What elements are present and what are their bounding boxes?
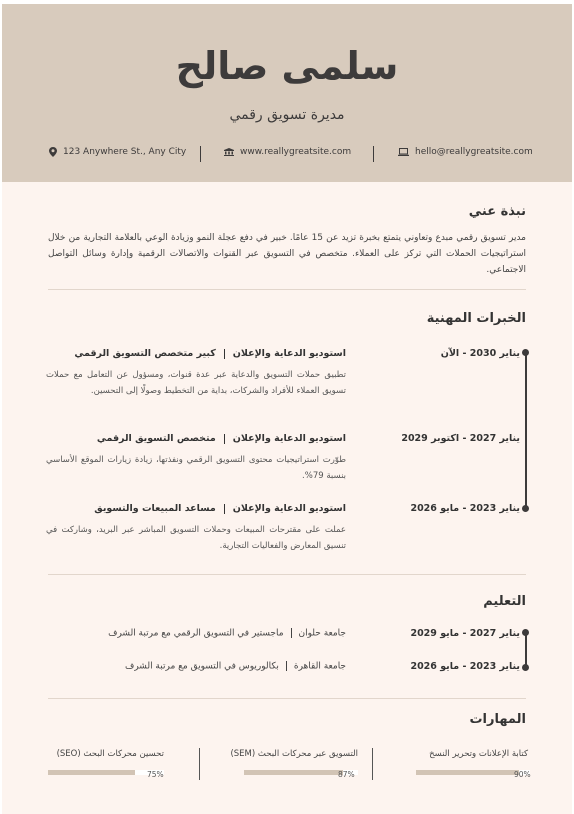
- company-name: استوديو الدعاية والإعلان: [232, 433, 346, 444]
- skill-bar: [416, 770, 530, 775]
- address-text: 123 Anywhere St., Any City: [63, 147, 187, 157]
- email-text[interactable]: hello@reallygreatsite.com: [415, 147, 533, 157]
- contact-email: [398, 147, 533, 157]
- experience-title: [97, 433, 346, 444]
- job-role: مساعد المبيعات والتسويق: [94, 503, 216, 514]
- company-name: استوديو الدعاية والإعلان: [232, 348, 346, 359]
- education-entry: [108, 628, 346, 639]
- school-name: جامعة القاهرة: [293, 661, 346, 672]
- timeline-dot: [522, 629, 529, 636]
- section-divider: [48, 698, 526, 699]
- contact-divider: [200, 146, 201, 162]
- skill-percent: 75%: [147, 770, 164, 779]
- skill-name: التسويق عبر محركات البحث (SEM): [230, 749, 358, 759]
- experience-date: يناير 2027 - اكتوبر 2029: [401, 433, 520, 444]
- timeline-dot: [522, 505, 529, 512]
- experience-date: يناير 2030 - الآن: [440, 348, 520, 359]
- section-divider: [48, 289, 526, 290]
- experience-timeline: [525, 352, 527, 509]
- about-heading: نبذة عني: [468, 204, 526, 219]
- location-pin-icon: [49, 147, 57, 157]
- school-name: جامعة حلوان: [298, 628, 346, 639]
- job-role: كبير متخصص التسويق الرقمي: [74, 348, 216, 359]
- person-name: سلمى صالح: [175, 44, 399, 88]
- education-date: يناير 2027 - مايو 2029: [410, 628, 520, 639]
- experience-date: يناير 2023 - مايو 2026: [410, 503, 520, 514]
- resume-header: [2, 4, 572, 182]
- skill-name: كتابة الإعلانات وتحرير النسخ: [429, 749, 528, 759]
- laptop-icon: [398, 148, 409, 156]
- experience-title: [94, 503, 346, 514]
- experience-description: عملت على مقترحات المبيعات وحملات التسويق المباشر عبر البريد، وشاركت في تنسيق المعارض والفعاليات التجارية.: [46, 525, 346, 551]
- experience-title: [74, 348, 346, 359]
- degree-name: ماجستير في التسويق الرقمي مع مرتبة الشرف: [108, 628, 284, 639]
- experience-description: طوّرت استراتيجيات محتوى التسويق الرقمي ونفذتها، زيادة زيارات الموقع الأساسي بنسبة 79%.: [46, 455, 346, 481]
- globe-icon: [224, 148, 234, 156]
- skill-divider: [372, 748, 373, 780]
- skill-bar-fill: [416, 770, 519, 775]
- person-title: مديرة تسويق رقمي: [229, 107, 345, 123]
- about-text: مدير تسويق رقمي مبدع وتعاوني يتمتع بخبرة تزيد عن 15 عامًا. خبير في دفع عجلة النمو وزيادة الوعي بالعلامة التجارية من خلال استراتيجيات الحملات التي تركز على العملاء. متخصص في التسويق عبر القنوات والاتصالات الرقمية وإدارة وسائل التواصل الاجتماعي.: [48, 233, 526, 275]
- skill-percent: 90%: [514, 770, 531, 779]
- education-heading: التعليم: [483, 594, 526, 609]
- skill-percent: 87%: [338, 770, 355, 779]
- skill-bar-fill: [244, 770, 343, 775]
- skill-name: تحسين محركات البحث (SEO): [56, 749, 164, 759]
- company-name: استوديو الدعاية والإعلان: [232, 503, 346, 514]
- contact-address: [49, 147, 186, 157]
- education-timeline: [525, 632, 527, 668]
- skills-heading: المهارات: [469, 712, 526, 727]
- timeline-dot: [522, 664, 529, 671]
- skill-divider: [199, 748, 200, 780]
- experience-description: تطبيق حملات التسويق والدعاية عبر عدة قنوات، ومسؤول عن التعامل مع حملات تسويق العملاء للأفراد والشركات، بداية من التخطيط وصولًا إلى التحسين.: [46, 370, 346, 396]
- education-date: يناير 2023 - مايو 2026: [410, 661, 520, 672]
- timeline-dot: [522, 349, 529, 356]
- contact-website: [224, 147, 351, 157]
- degree-name: بكالوريوس في التسويق مع مرتبة الشرف: [125, 661, 279, 672]
- education-entry: [125, 661, 346, 672]
- contact-divider: [373, 146, 374, 162]
- resume-page: [2, 4, 572, 814]
- experience-heading: الخبرات المهنية: [426, 311, 526, 326]
- website-text[interactable]: www.reallygreatsite.com: [240, 147, 352, 157]
- section-divider: [48, 574, 526, 575]
- job-role: متخصص التسويق الرقمي: [96, 433, 216, 444]
- skill-bar-fill: [48, 770, 135, 775]
